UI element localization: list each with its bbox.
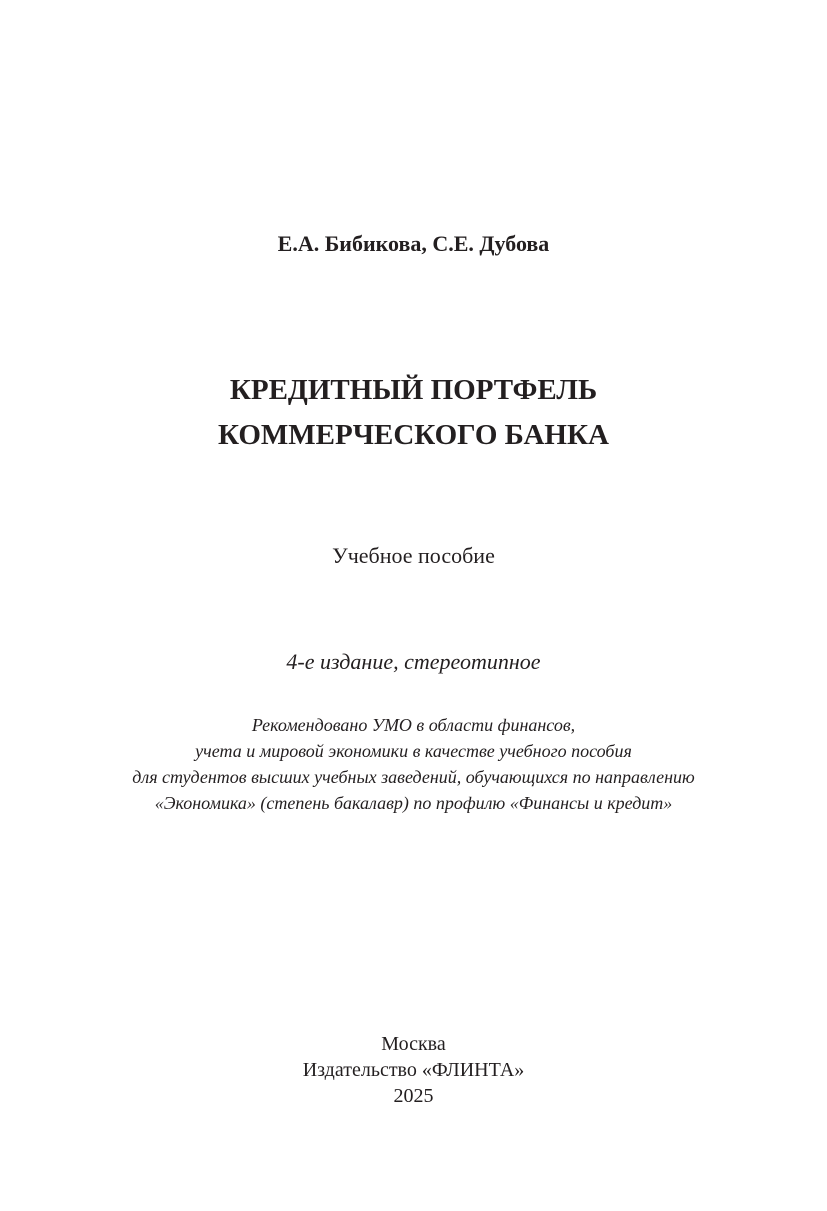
imprint-year: 2025 xyxy=(393,1085,434,1107)
imprint xyxy=(0,1031,827,1109)
recommendation-line-1: Рекомендовано УМО в области финансов, xyxy=(251,715,576,735)
edition-note: 4-е издание, стереотипное xyxy=(286,649,541,674)
recommendation-line-4: «Экономика» (степень бакалавр) по профилю «Финансы и кредит» xyxy=(154,793,673,813)
imprint-city: Москва xyxy=(381,1033,446,1055)
book-subtitle: Учебное пособие xyxy=(332,543,495,568)
authors: Е.А. Бибикова, С.Е. Дубова xyxy=(277,231,550,256)
recommendation-line-2: учета и мировой экономики в качестве учебного пособия xyxy=(195,741,632,761)
imprint-publisher: Издательство «ФЛИНТА» xyxy=(302,1059,525,1081)
book-title-line-2: КОММЕРЧЕСКОГО БАНКА xyxy=(218,419,609,451)
recommendation-note xyxy=(0,712,827,816)
recommendation-line-3: для студентов высших учебных заведений, обучающихся по направлению xyxy=(132,767,695,787)
book-title-line-1: КРЕДИТНЫЙ ПОРТФЕЛЬ xyxy=(229,374,598,406)
book-title xyxy=(0,368,827,458)
